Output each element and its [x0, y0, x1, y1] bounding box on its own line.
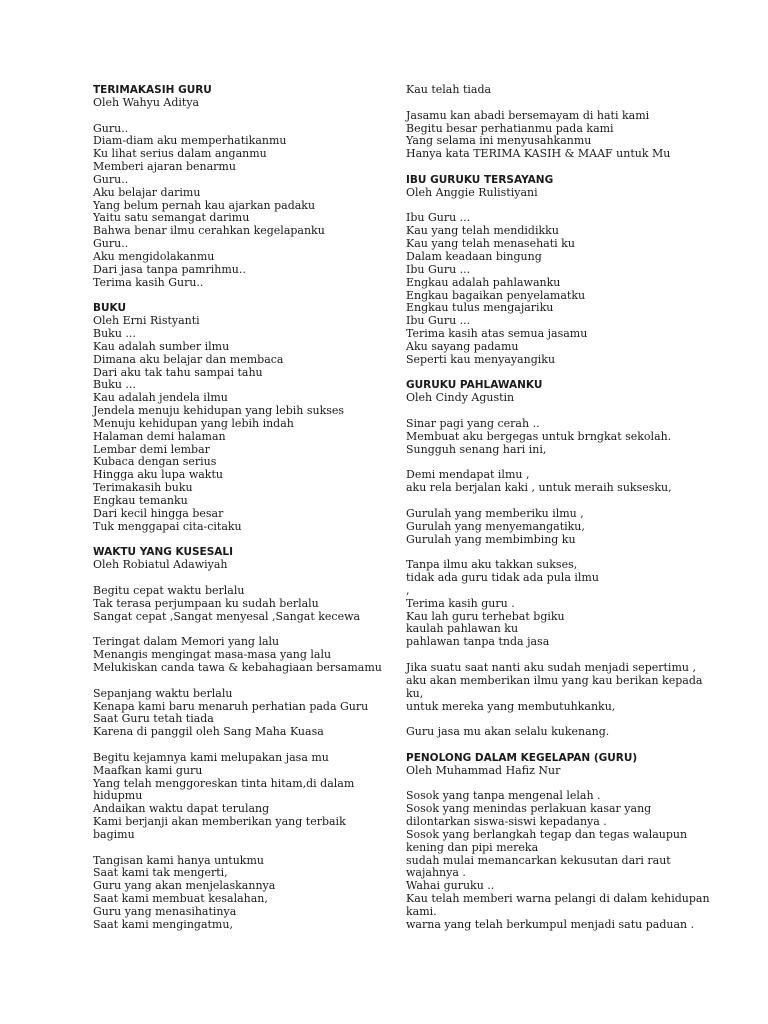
- text-line: Sosok yang berlangkah tegap dan tegas walaupun: [406, 827, 688, 841]
- text-line: Oleh Erni Ristyanti: [93, 314, 200, 328]
- text-line: Kau telah memberi warna pelangi di dalam kehidupan: [406, 892, 710, 906]
- poem-title: TERIMAKASIH GURU: [93, 84, 212, 96]
- text-line: Dalam keadaan bingung: [406, 249, 542, 263]
- blank-line: [93, 572, 393, 585]
- blank-line: [406, 495, 696, 508]
- text-line: Seperti kau menyayangiku: [406, 352, 556, 366]
- text-line: Sosok yang tanpa mengenal lelah .: [406, 789, 601, 803]
- text-line: Tanpa ilmu aku takkan sukses,: [406, 558, 578, 572]
- text-line: Gurulah yang menyemangatiku,: [406, 519, 585, 533]
- poem-title: WAKTU YANG KUSESALI: [93, 546, 234, 559]
- text-line: Jika suatu saat nanti aku sudah menjadi sepertimu ,: [406, 660, 696, 674]
- text-line: Terimakasih buku: [93, 481, 193, 495]
- text-line: Guru..: [93, 237, 129, 251]
- text-line: hidupmu: [93, 789, 143, 803]
- text-line: Engkau adalah pahlawanku: [406, 275, 561, 289]
- text-line: Terima kasih Guru..: [93, 275, 204, 289]
- text-line: Terima kasih atas semua jasamu: [406, 327, 588, 341]
- text-line: kaulah pahlawan ku: [406, 622, 519, 636]
- text-line: aku akan memberikan ilmu yang kau berikan kepada: [406, 673, 703, 687]
- text-line: Demi mendapat ilmu ,: [406, 468, 530, 482]
- text-line: Lembar demi lembar: [93, 442, 210, 456]
- text-line: Kau lah guru terhebat bgiku: [406, 609, 565, 623]
- text-line: Menuju kehidupan yang lebih indah: [93, 416, 294, 430]
- text-line: Kau yang telah menasehati ku: [406, 237, 575, 251]
- text-line: Kau telah tiada: [406, 83, 492, 96]
- text-line: Aku belajar darimu: [93, 185, 201, 199]
- text-line: kami.: [406, 905, 437, 918]
- text-line: Kami berjanji akan memberikan yang terbaik: [93, 815, 346, 829]
- left-column: [93, 84, 393, 932]
- text-line: Karena di panggil oleh Sang Maha Kuasa: [93, 725, 324, 739]
- text-line: Kau adalah sumber ilmu: [93, 339, 230, 353]
- blank-line: [93, 675, 393, 688]
- text-line: Sinar pagi yang cerah ..: [406, 416, 540, 430]
- text-line: Terima kasih guru .: [406, 596, 515, 610]
- text-line: Hingga aku lupa waktu: [93, 468, 223, 482]
- text-line: ,: [406, 583, 410, 597]
- blank-line: [93, 290, 393, 303]
- text-line: tidak ada guru tidak ada pula ilmu: [406, 571, 599, 585]
- text-line: Menangis mengingat masa-masa yang lalu: [93, 648, 332, 662]
- text-line: Oleh Cindy Agustin: [406, 391, 515, 405]
- text-line: Memberi ajaran benarmu: [93, 160, 236, 174]
- text-line: Oleh Wahyu Aditya: [93, 95, 200, 109]
- text-line: Maafkan kami guru: [93, 763, 203, 777]
- text-line: Bahwa benar ilmu cerahkan kegelapanku: [93, 224, 325, 238]
- text-line: Sangat cepat ,Sangat menyesal ,Sangat kecewa: [93, 609, 361, 623]
- text-line: Melukiskan canda tawa & kebahagiaan bersamamu: [93, 660, 382, 674]
- blank-line: [406, 367, 696, 380]
- text-line: Yang belum pernah kau ajarkan padaku: [93, 198, 316, 212]
- text-line: Jasamu kan abadi bersemayam di hati kami: [406, 108, 650, 122]
- poem-title: IBU GURUKU TERSAYANG: [406, 173, 554, 186]
- text-line: Tuk menggapai cita-citaku: [93, 519, 242, 533]
- text-line: Halaman demi halaman: [93, 429, 226, 443]
- text-line: Dari aku tak tahu sampai tahu: [93, 365, 263, 379]
- right-column: [406, 83, 710, 932]
- poem-title: BUKU: [93, 302, 127, 315]
- text-line: Begitu cepat waktu berlalu: [93, 583, 245, 597]
- blank-line: [406, 161, 696, 174]
- text-line: Sungguh senang hari ini,: [406, 442, 547, 456]
- text-line: aku rela berjalan kaki , untuk meraih suksesku,: [406, 481, 672, 495]
- text-line: Saat kami mengingatmu,: [93, 917, 233, 931]
- text-line: Hanya kata TERIMA KASIH & MAAF untuk Mu: [406, 147, 671, 161]
- text-line: Guru..: [93, 121, 129, 135]
- text-line: Yaitu satu semangat darimu: [93, 211, 250, 225]
- text-line: Jendela menuju kehidupan yang lebih sukses: [93, 404, 345, 418]
- text-line: Guru..: [93, 172, 129, 186]
- text-line: Saat kami tak mengerti,: [93, 866, 228, 880]
- text-line: Yang selama ini menyusahkanmu: [406, 134, 592, 148]
- text-line: warna yang telah berkumpul menjadi satu paduan .: [406, 917, 695, 931]
- text-line: Aku mengidolakanmu: [93, 249, 215, 263]
- text-line: dilontarkan siswa-siswi kepadanya .: [406, 815, 607, 829]
- text-line: pahlawan tanpa tnda jasa: [406, 635, 550, 649]
- text-line: Dari kecil hingga besar: [93, 506, 224, 520]
- text-line: Dari jasa tanpa pamrihmu..: [93, 262, 246, 276]
- text-line: Teringat dalam Memori yang lalu: [93, 635, 280, 649]
- text-line: kening dan pipi mereka: [406, 840, 539, 854]
- text-line: sudah mulai memancarkan kekusutan dari raut: [406, 853, 671, 867]
- text-line: Yang telah menggoreskan tinta hitam,di dalam: [93, 776, 355, 790]
- poem-title: PENOLONG DALAM KEGELAPAN (GURU): [406, 751, 638, 764]
- text-line: Ku lihat serius dalam anganmu: [93, 147, 267, 161]
- text-line: Membuat aku bergegas untuk brngkat sekolah.: [406, 429, 672, 443]
- text-line: Ibu Guru ...: [406, 262, 471, 276]
- blank-line: [93, 110, 393, 123]
- text-line: Engkau temanku: [93, 494, 188, 507]
- text-line: Begitu besar perhatianmu pada kami: [406, 121, 614, 135]
- text-line: Guru yang menasihatinya: [93, 905, 237, 918]
- text-line: Oleh Robiatul Adawiyah: [93, 558, 228, 572]
- text-line: Saat kami membuat kesalahan,: [93, 892, 268, 906]
- poem-title: GURUKU PAHLAWANKU: [406, 379, 543, 392]
- blank-line: [93, 842, 393, 855]
- text-line: Kubaca dengan serius: [93, 455, 217, 469]
- text-line: Wahai guruku ..: [406, 879, 495, 893]
- text-line: Gurulah yang memberiku ilmu ,: [406, 506, 584, 520]
- text-line: Sosok yang menindas perlakuan kasar yang: [406, 802, 652, 816]
- text-line: wajahnya .: [406, 866, 466, 880]
- text-line: Aku sayang padamu: [406, 339, 519, 353]
- text-line: Diam-diam aku memperhatikanmu: [93, 134, 287, 148]
- blank-line: [93, 739, 393, 752]
- blank-line: [406, 739, 696, 752]
- text-line: Buku ...: [93, 327, 136, 341]
- text-line: Guru yang akan menjelaskannya: [93, 879, 276, 893]
- text-line: Engkau tulus mengajariku: [406, 301, 554, 315]
- text-line: Engkau bagaikan penyelamatku: [406, 288, 586, 302]
- blank-line: [93, 534, 393, 547]
- text-line: Buku ...: [93, 378, 136, 392]
- text-line: Kau yang telah mendidikku: [406, 224, 559, 238]
- text-line: Sepanjang waktu berlalu: [93, 686, 233, 700]
- text-line: Oleh Muhammad Hafiz Nur: [406, 763, 561, 777]
- text-line: Kenapa kami baru menaruh perhatian pada Guru: [93, 699, 369, 713]
- text-line: Tangisan kami hanya untukmu: [93, 853, 264, 867]
- text-line: Tak terasa perjumpaan ku sudah berlalu: [93, 596, 319, 610]
- text-line: bagimu: [93, 827, 135, 841]
- text-line: Guru jasa mu akan selalu kukenang.: [406, 725, 610, 739]
- blank-line: [406, 405, 696, 418]
- text-line: Andaikan waktu dapat terulang: [93, 802, 270, 816]
- text-line: Kau adalah jendela ilmu: [93, 391, 228, 405]
- text-line: Ibu Guru ...: [406, 211, 471, 225]
- text-line: Ibu Guru ...: [406, 314, 471, 328]
- text-line: Gurulah yang membimbing ku: [406, 532, 576, 546]
- blank-line: [406, 97, 696, 110]
- text-line: Saat Guru tetah tiada: [93, 712, 214, 726]
- text-line: Dimana aku belajar dan membaca: [93, 352, 284, 366]
- text-line: Begitu kejamnya kami melupakan jasa mu: [93, 750, 329, 764]
- text-line: untuk mereka yang membutuhkanku,: [406, 699, 616, 713]
- text-line: Oleh Anggie Rulistiyani: [406, 185, 538, 199]
- text-line: ku,: [406, 686, 424, 700]
